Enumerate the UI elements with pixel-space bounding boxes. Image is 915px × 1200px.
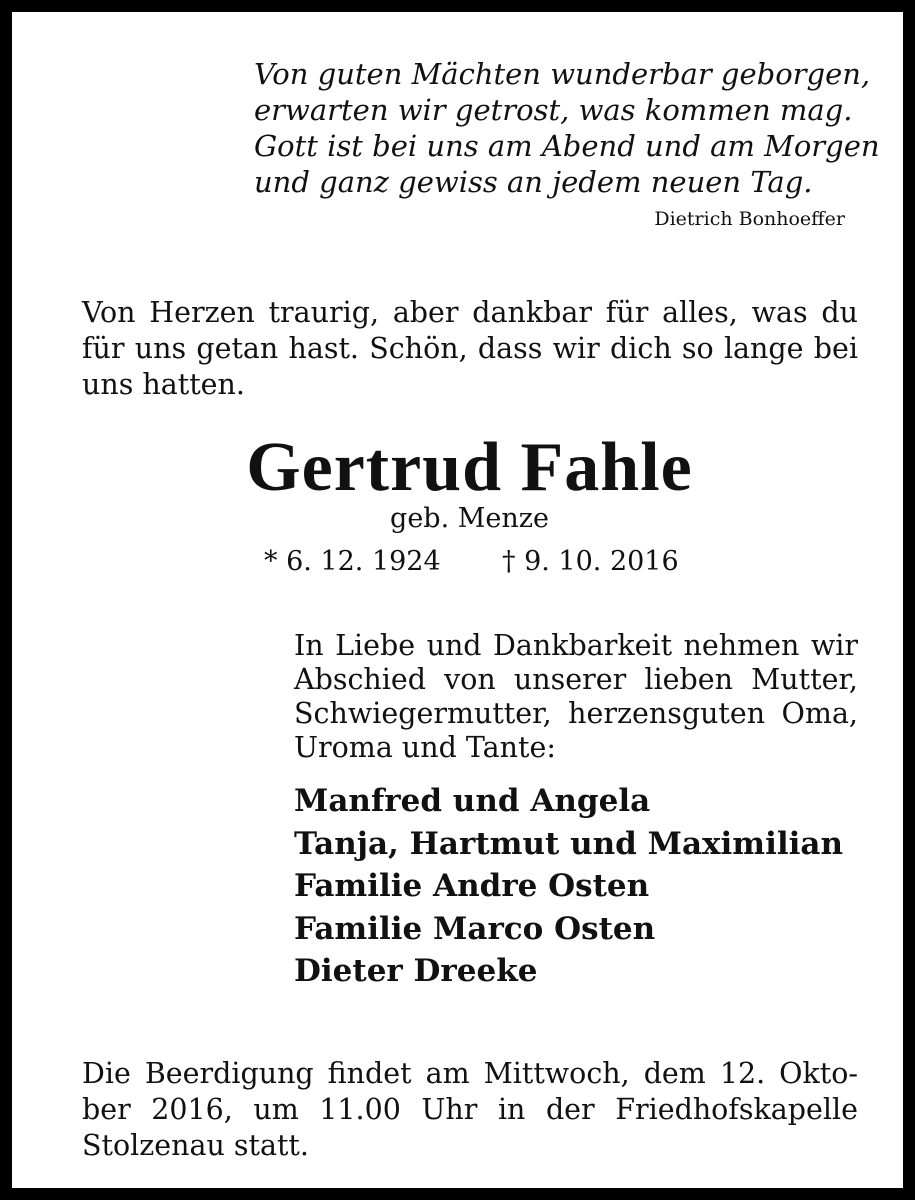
mourner-name: Familie Marco Osten (294, 910, 656, 947)
death-date: † 9. 10. 2016 (502, 546, 679, 577)
birth-name: geb. Menze (390, 503, 549, 534)
intro-line: Von Herzen traurig, aber dankbar für alles, was du (82, 296, 858, 329)
poem-line: Gott ist bei uns am Abend und am Morgen (254, 129, 880, 163)
farewell-line: Abschied von unserer lieben Mutter, (294, 663, 858, 696)
mourner-name: Manfred und Angela (294, 783, 651, 819)
intro-line: für uns getan hast. Schön, dass wir dich so lange bei (82, 332, 858, 365)
intro-line: uns hatten. (82, 368, 245, 401)
poem-line: Von guten Mächten wunderbar geborgen, (254, 57, 871, 91)
mourners-list (294, 780, 894, 993)
poem-author: Dietrich Bonhoeffer (654, 208, 845, 230)
funeral-notice (82, 1056, 858, 1164)
deceased-name: Gertrud Fahle (246, 429, 693, 506)
mourner-name: Familie Andre Osten (294, 868, 650, 904)
farewell-line: Schwiegermutter, herzensguten Oma, (294, 697, 858, 730)
birth-date: * 6. 12. 1924 (264, 546, 441, 577)
farewell-line: Uroma und Tante: (294, 731, 556, 764)
mourner-name: Dieter Dreeke (294, 953, 538, 989)
poem-quote (254, 56, 880, 200)
poem-line: erwarten wir getrost, was kommen mag. (254, 93, 853, 127)
funeral-line: Stolzenau statt. (82, 1129, 309, 1162)
farewell-line: In Liebe und Dankbarkeit nehmen wir (294, 629, 858, 662)
intro-text (82, 295, 858, 403)
poem-line: und ganz gewiss an jedem neuen Tag. (254, 165, 813, 199)
funeral-line: ber 2016, um 11.00 Uhr in der Friedhofskapelle (82, 1093, 858, 1126)
funeral-line: Die Beerdigung findet am Mittwoch, dem 12. Okto- (82, 1057, 858, 1090)
life-dates (12, 545, 915, 581)
mourner-name: Tanja, Hartmut und Maximilian (294, 825, 844, 862)
farewell-text (294, 629, 858, 765)
